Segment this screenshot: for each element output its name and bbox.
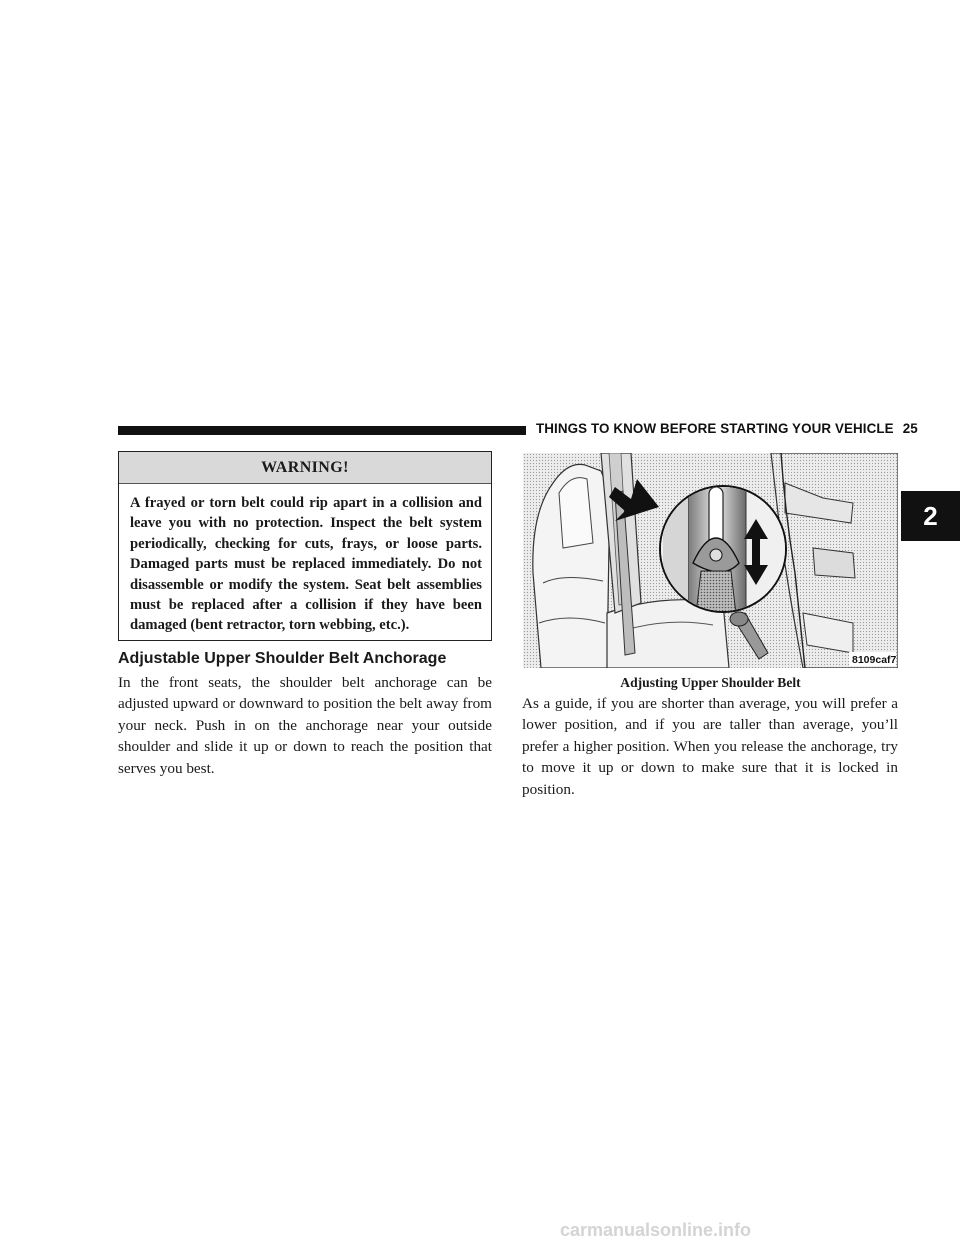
warning-title: WARNING! xyxy=(119,452,491,484)
figure-code: 8109caf7 xyxy=(852,654,897,666)
section-heading: Adjustable Upper Shoulder Belt Anchorage xyxy=(118,650,447,667)
header-rule xyxy=(118,426,526,435)
body-paragraph: In the front seats, the shoulder belt anchorage can be adjusted upward or downward to position the belt away from your neck. Push in on the anchorage near your outside shoulder and slide it up or down to reach the position that serves you best. xyxy=(118,674,492,777)
warning-body: A frayed or torn belt could rip apart in a collision and leave you with no protection. Inspect the belt system periodically, checking for cuts, frays, or loose parts. Damaged parts must be replaced immediately. Do not disassemble or modify the system. Seat belt assemblies must be replaced after a collision if they have been damaged (bent retractor, torn webbing, etc.). xyxy=(130,495,482,634)
guide-paragraph: As a guide, if you are shorter than average, you will prefer a lower position, and if you are taller than average, you’ll prefer a higher position. When you release the anchorage, try to move it up or down to make sure that it is locked in position. xyxy=(522,695,898,798)
chapter-tab: 2 xyxy=(901,491,960,541)
page-number: 25 xyxy=(902,421,918,436)
running-header xyxy=(536,421,918,436)
seat-belt-illustration xyxy=(523,453,898,668)
warning-box xyxy=(118,451,492,641)
section-title: THINGS TO KNOW BEFORE STARTING YOUR VEHICLE xyxy=(536,421,894,436)
figure-caption: Adjusting Upper Shoulder Belt xyxy=(620,675,801,690)
watermark: carmanualsonline.info xyxy=(560,1220,752,1240)
